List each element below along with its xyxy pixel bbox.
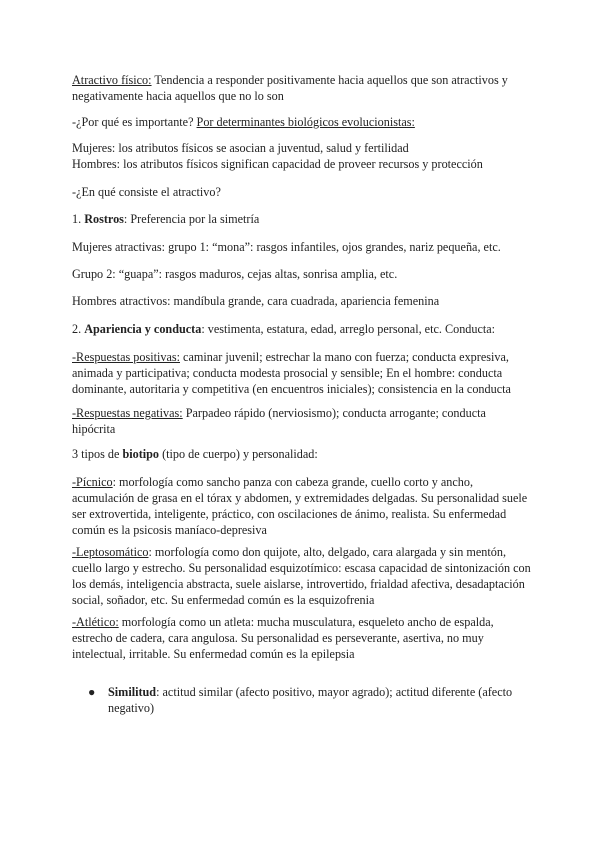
paragraph-hombres-atractivos	[72, 293, 532, 309]
paragraph-leptosomatico	[72, 544, 532, 608]
text: Parpadeo rápido (nerviosismo); conducta arrogante; conducta hipócrita	[72, 406, 486, 436]
bullet-dot-icon: ●	[88, 685, 96, 699]
list-number: 1.	[72, 212, 85, 226]
definition-text: Tendencia a responder positivamente hacia aquellos que son atractivos y negativamente hacia aquellos que no lo son	[72, 73, 508, 103]
bullet-item-similitud	[72, 684, 532, 724]
paragraph-atractivo-fisico	[72, 72, 532, 104]
text: Mujeres atractivas: grupo 1: “mona”: rasgos infantiles, ojos grandes, nariz pequeña, etc.	[72, 240, 501, 254]
heading-rostros	[72, 211, 532, 227]
text: caminar juvenil; estrechar la mano con fuerza; conducta expresiva, animada y participativa; conducta modesta prosocial y sensible; En el hombre: conducta dominante, autoritaria y competitiva (en encuentros iniciales); consistencia en la conducta	[72, 350, 511, 396]
paragraph-picnico	[72, 474, 532, 538]
paragraph-respuestas-negativas	[72, 405, 532, 437]
text: Grupo 2: “guapa”: rasgos maduros, cejas altas, sonrisa amplia, etc.	[72, 267, 398, 281]
term-respuestas-negativas: -Respuestas negativas:	[72, 406, 183, 420]
term-atractivo-fisico: Atractivo físico:	[72, 73, 152, 87]
term-respuestas-positivas: -Respuestas positivas:	[72, 350, 180, 364]
underlined-answer: Por determinantes biológicos evolucionistas:	[196, 115, 415, 129]
heading-apariencia-conducta	[72, 321, 532, 337]
text: morfología como un atleta: mucha musculatura, esqueleto ancho de espalda, estrecho de cadera, cara angulosa. Su personalidad es perseverante, asertiva, no muy intelectual, irritable. Su enfermedad común es la epilepsia	[72, 615, 494, 661]
question-text: -¿Por qué es importante?	[72, 115, 197, 129]
paragraph-respuestas-positivas	[72, 349, 532, 397]
bold-term-biotipo: biotipo	[122, 447, 160, 461]
list-number: 2.	[72, 322, 85, 336]
term-picnico: -Pícnico	[72, 475, 113, 489]
paragraph-por-que-importante	[72, 114, 532, 130]
text: : morfología como sancho panza con cabeza grande, cuello corto y ancho, acumulación de grasa en el tórax y abdomen, y extremidades delgadas. Su personalidad suele ser extrovertida, inteligente, práctico, con oscilaciones de ánimo, realista. Su enfermedad común es la psicosis maníaco-depresiva	[72, 475, 528, 537]
paragraph-en-que-consiste	[72, 184, 532, 200]
text: (tipo de cuerpo) y personalidad:	[159, 447, 318, 461]
text: : actitud similar (afecto positivo, mayor agrado); actitud diferente (afecto negativo)	[108, 685, 513, 715]
bold-term-apariencia: Apariencia y conducta	[84, 322, 202, 336]
bold-term-rostros: Rostros	[84, 212, 124, 226]
paragraph-mujeres-grupo1	[72, 239, 532, 255]
term-atletico: -Atlético:	[72, 615, 119, 629]
heading-text: : Preferencia por la simetría	[123, 212, 260, 226]
bold-term-similitud: Similitud	[108, 685, 157, 699]
paragraph-mujeres-hombres	[72, 140, 532, 172]
heading-biotipo	[72, 446, 532, 462]
paragraph-atletico	[72, 614, 532, 662]
line-mujeres: Mujeres: los atributos físicos se asocian a juventud, salud y fertilidad	[72, 141, 409, 155]
bullet-text	[108, 684, 532, 716]
text: Hombres atractivos: mandíbula grande, cara cuadrada, apariencia femenina	[72, 294, 440, 308]
line-hombres: Hombres: los atributos físicos significan capacidad de proveer recursos y protección	[72, 157, 483, 171]
term-leptosomatico: -Leptosomático	[72, 545, 149, 559]
question-text: -¿En qué consiste el atractivo?	[72, 185, 221, 199]
text: : morfología como don quijote, alto, delgado, cara alargada y sin mentón, cuello largo y estrecho. Su personalidad esquizotímico: escasa capacidad de sintonización con los demás, inteligencia abstracta, suele aislarse, introvertido, frialdad afectiva, desadaptación social, soñador, etc. Su enfermedad común es la esquizofrenia	[72, 545, 531, 607]
heading-text: : vestimenta, estatura, edad, arreglo personal, etc. Conducta:	[201, 322, 496, 336]
paragraph-grupo2	[72, 266, 532, 282]
text: 3 tipos de	[72, 447, 123, 461]
